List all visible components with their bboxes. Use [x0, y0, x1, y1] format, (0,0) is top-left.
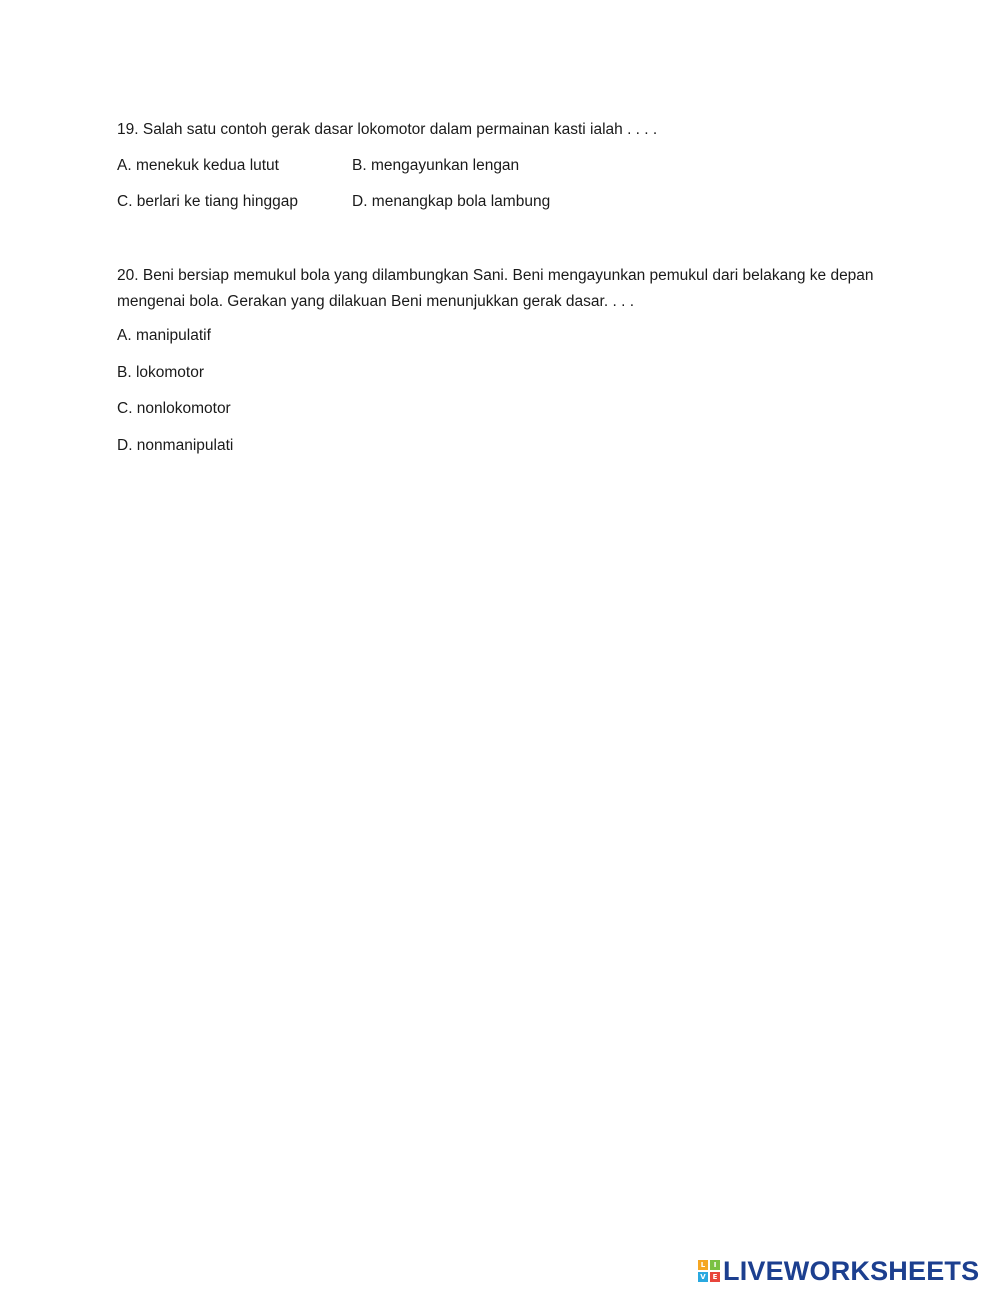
logo-block-v: V — [698, 1272, 708, 1282]
question-19-option-d: D. menangkap bola lambung — [352, 193, 551, 210]
logo-block-i: I — [710, 1260, 720, 1270]
question-19-option-a: A. menekuk kedua lutut — [117, 157, 279, 174]
question-20-option-b: B. lokomotor — [117, 364, 205, 381]
logo-block-l: L — [698, 1260, 708, 1270]
question-20-text: 20. Beni bersiap memukul bola yang dilambungkan Sani. Beni mengayunkan pemukul dari belakang ke depan mengenai bola. Gerakan yang dilakuan Beni menunjukkan gerak dasar. . . . — [117, 267, 874, 310]
question-20-option-c: C. nonlokomotor — [117, 400, 231, 417]
question-19-option-b: B. mengayunkan lengan — [352, 157, 520, 174]
question-19-option-c: C. berlari ke tiang hinggap — [117, 193, 298, 210]
liveworksheets-logo — [698, 1256, 979, 1286]
question-19-text: 19. Salah satu contoh gerak dasar lokomotor dalam permainan kasti ialah . . . . — [117, 121, 658, 138]
logo-blocks-icon — [698, 1260, 720, 1282]
logo-text: LIVEWORKSHEETS — [723, 1256, 980, 1286]
question-20-option-d: D. nonmanipulati — [117, 437, 234, 454]
logo-block-e: E — [710, 1272, 720, 1282]
question-20-option-a: A. manipulatif — [117, 327, 211, 344]
